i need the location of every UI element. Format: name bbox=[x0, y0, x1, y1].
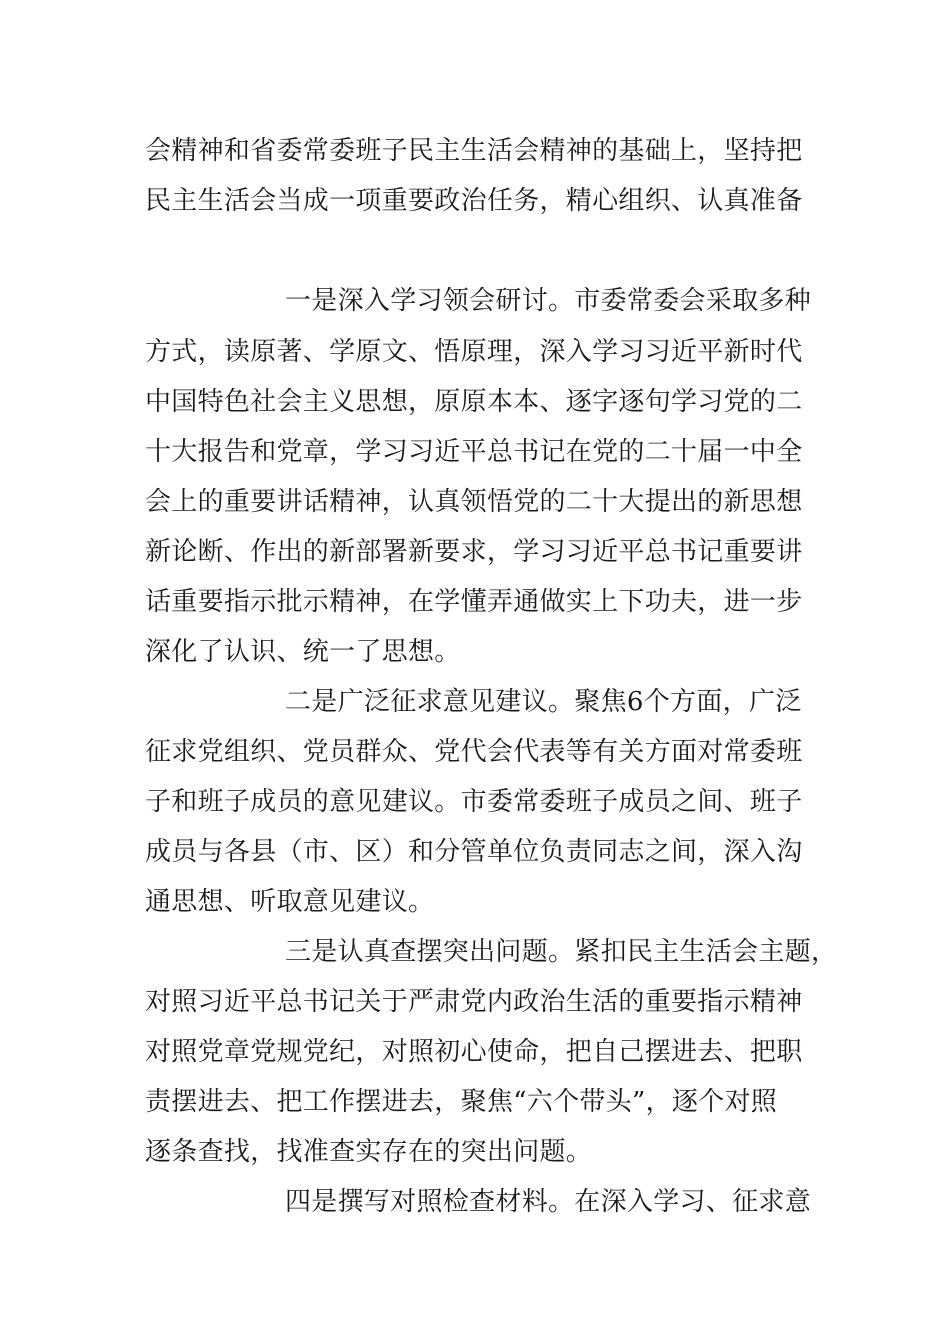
text-line: 话重要指示批示精神，在学懂弄通做实上下功夫，进一步 bbox=[145, 587, 803, 617]
text-line: 中国特色社会主义思想，原原本本、逐字逐句学习党的二 bbox=[145, 387, 803, 417]
text-line: 十大报告和党章，学习习近平总书记在党的二十届一中全 bbox=[145, 437, 803, 467]
text-line: 深化了认识、统一了思想。 bbox=[145, 637, 461, 667]
text-line: 对照习近平总书记关于严肃党内政治生活的重要指示精神 bbox=[145, 987, 803, 1017]
paragraph-1-heading-line: 一是深入学习领会研讨。市委常委会采取多种 bbox=[285, 286, 812, 316]
text-line: 会精神和省委常委班子民主生活会精神的基础上，坚持把 bbox=[145, 136, 803, 166]
text-line: 对照党章党规党纪，对照初心使命，把自己摆进去、把职 bbox=[145, 1037, 803, 1067]
text-line: 民主生活会当成一项重要政治任务，精心组织、认真准备 bbox=[145, 186, 803, 216]
paragraph-2-heading-line: 二是广泛征求意见建议。聚焦6个方面，广泛 bbox=[285, 687, 802, 717]
text-line: 子和班子成员的意见建议。市委常委班子成员之间、班子 bbox=[145, 787, 803, 817]
text-line: 逐条查找，找准查实存在的突出问题。 bbox=[145, 1137, 593, 1167]
text-line: 新论断、作出的新部署新要求，学习习近平总书记重要讲 bbox=[145, 537, 803, 567]
text-line: 方式，读原著、学原文、悟原理，深入学习习近平新时代 bbox=[145, 337, 803, 367]
text-line: 征求党组织、党员群众、党代会代表等有关方面对常委班 bbox=[145, 737, 803, 767]
paragraph-4-heading-line: 四是撰写对照检查材料。在深入学习、征求意 bbox=[285, 1187, 812, 1217]
text-line: 责摆进去、把工作摆进去，聚焦“六个带头”，逐个对照 bbox=[145, 1087, 778, 1117]
paragraph-3-heading-line: 三是认真查摆突出问题。紧扣民主生活会主题， bbox=[285, 937, 838, 967]
text-line: 成员与各县（市、区）和分管单位负责同志之间，深入沟 bbox=[145, 837, 803, 867]
text-line: 会上的重要讲话精神，认真领悟党的二十大提出的新思想 bbox=[145, 487, 803, 517]
text-line: 通思想、听取意见建议。 bbox=[145, 887, 435, 917]
